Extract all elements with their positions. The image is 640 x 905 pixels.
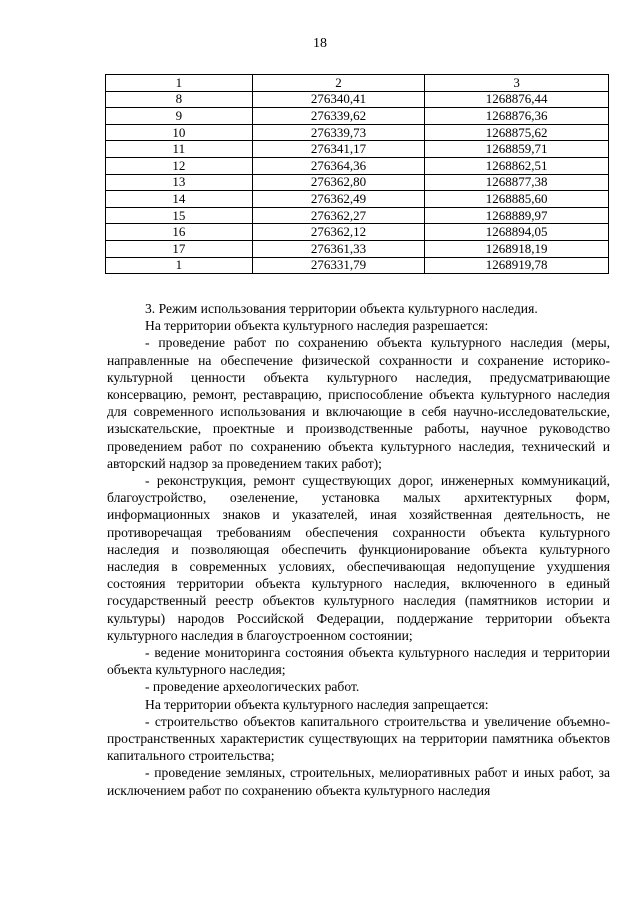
- table-row: [106, 91, 609, 108]
- table-cell: 8: [106, 91, 253, 108]
- table-cell: 276362,27: [252, 207, 425, 224]
- forbidden-intro: На территории объекта культурного наследия запрещается:: [145, 696, 489, 712]
- table-row: [106, 207, 609, 224]
- forbidden-item: - строительство объектов капитального строительства и увеличение объемно-пространственных характеристик существующих на территории памятника объектов капитального строительства;: [107, 713, 610, 764]
- table-row: [106, 141, 609, 158]
- table-cell: 1268862,51: [425, 157, 609, 174]
- table-cell: 1268877,38: [425, 174, 609, 191]
- document-body: [107, 300, 610, 799]
- table-row: [106, 191, 609, 208]
- table-cell: 1268889,97: [425, 207, 609, 224]
- table-row: [106, 157, 609, 174]
- table-cell: 276362,49: [252, 191, 425, 208]
- table-row: [106, 124, 609, 141]
- table-cell: 9: [106, 108, 253, 125]
- table-cell: 276340,41: [252, 91, 425, 108]
- allowed-item: - проведение работ по сохранению объекта культурного наследия (меры, направленные на обеспечение физической сохранности и сохранение историко-культурной ценности объекта культурного наследия, предусматривающие консервацию, ремонт, реставрацию, приспособление объекта культурного наследия для современного использования и включающие в себя научно-исследовательские, изыскательские, проектные и производственные работы, научное руководство проведением работ по сохранению объекта культурного наследия, технический и авторский надзор за проведением таких работ);: [107, 335, 610, 471]
- table-cell: 15: [106, 207, 253, 224]
- table-cell: 1268885,60: [425, 191, 609, 208]
- table-cell: 1268876,44: [425, 91, 609, 108]
- table-cell: 1268918,19: [425, 240, 609, 257]
- table-cell: 1268919,78: [425, 257, 609, 274]
- table-header-cell: 2: [252, 75, 425, 92]
- table-row: [106, 224, 609, 241]
- table-row: [106, 257, 609, 274]
- coordinates-table: [105, 74, 609, 274]
- coordinates-table-body: [106, 75, 609, 274]
- allowed-intro: На территории объекта культурного наследия разрешается:: [145, 318, 489, 334]
- table-cell: 1268876,36: [425, 108, 609, 125]
- table-row: [106, 174, 609, 191]
- table-cell: 11: [106, 141, 253, 158]
- section-title: 3. Режим использования территории объекта культурного наследия.: [145, 301, 538, 316]
- allowed-item: - ведение мониторинга состояния объекта культурного наследия и территории объекта культурного наследия;: [107, 645, 610, 678]
- table-cell: 276341,17: [252, 141, 425, 158]
- table-cell: 276362,80: [252, 174, 425, 191]
- forbidden-item: - проведение земляных, строительных, мелиоративных работ и иных работ, за исключением работ по сохранению объекта культурного наследия: [107, 765, 610, 798]
- table-cell: 276339,73: [252, 124, 425, 141]
- table-cell: 276362,12: [252, 224, 425, 241]
- table-cell: 276364,36: [252, 157, 425, 174]
- allowed-item: - проведение археологических работ.: [145, 679, 360, 695]
- allowed-item: - реконструкция, ремонт существующих дорог, инженерных коммуникаций, благоустройство, озеленение, установка малых архитектурных форм, информационных знаков и указателей, иная хозяйственная деятельность, не противоречащая требованиям обеспечения сохранности объекта культурного наследия и позволяющая обеспечить функционирование объекта культурного наследия в современных условиях, обеспечивающая недопущение ухудшения состояния территории объекта культурного наследия, включенного в единый государственный реестр объектов культурного наследия (памятников истории и культуры) народов Российской Федерации, поддержание территории объекта культурного наследия в благоустроенном состоянии;: [107, 473, 610, 643]
- table-cell: 276331,79: [252, 257, 425, 274]
- table-cell: 1268894,05: [425, 224, 609, 241]
- table-cell: 1268875,62: [425, 124, 609, 141]
- table-header-row: [106, 75, 609, 92]
- table-cell: 16: [106, 224, 253, 241]
- table-cell: 14: [106, 191, 253, 208]
- table-header-cell: 3: [425, 75, 609, 92]
- table-cell: 12: [106, 157, 253, 174]
- table-cell: 1268859,71: [425, 141, 609, 158]
- table-cell: 1: [106, 257, 253, 274]
- table-row: [106, 108, 609, 125]
- table-cell: 276339,62: [252, 108, 425, 125]
- table-cell: 13: [106, 174, 253, 191]
- table-row: [106, 240, 609, 257]
- table-cell: 17: [106, 240, 253, 257]
- page-number: 18: [313, 36, 327, 51]
- table-cell: 276361,33: [252, 240, 425, 257]
- table-cell: 10: [106, 124, 253, 141]
- table-header-cell: 1: [106, 75, 253, 92]
